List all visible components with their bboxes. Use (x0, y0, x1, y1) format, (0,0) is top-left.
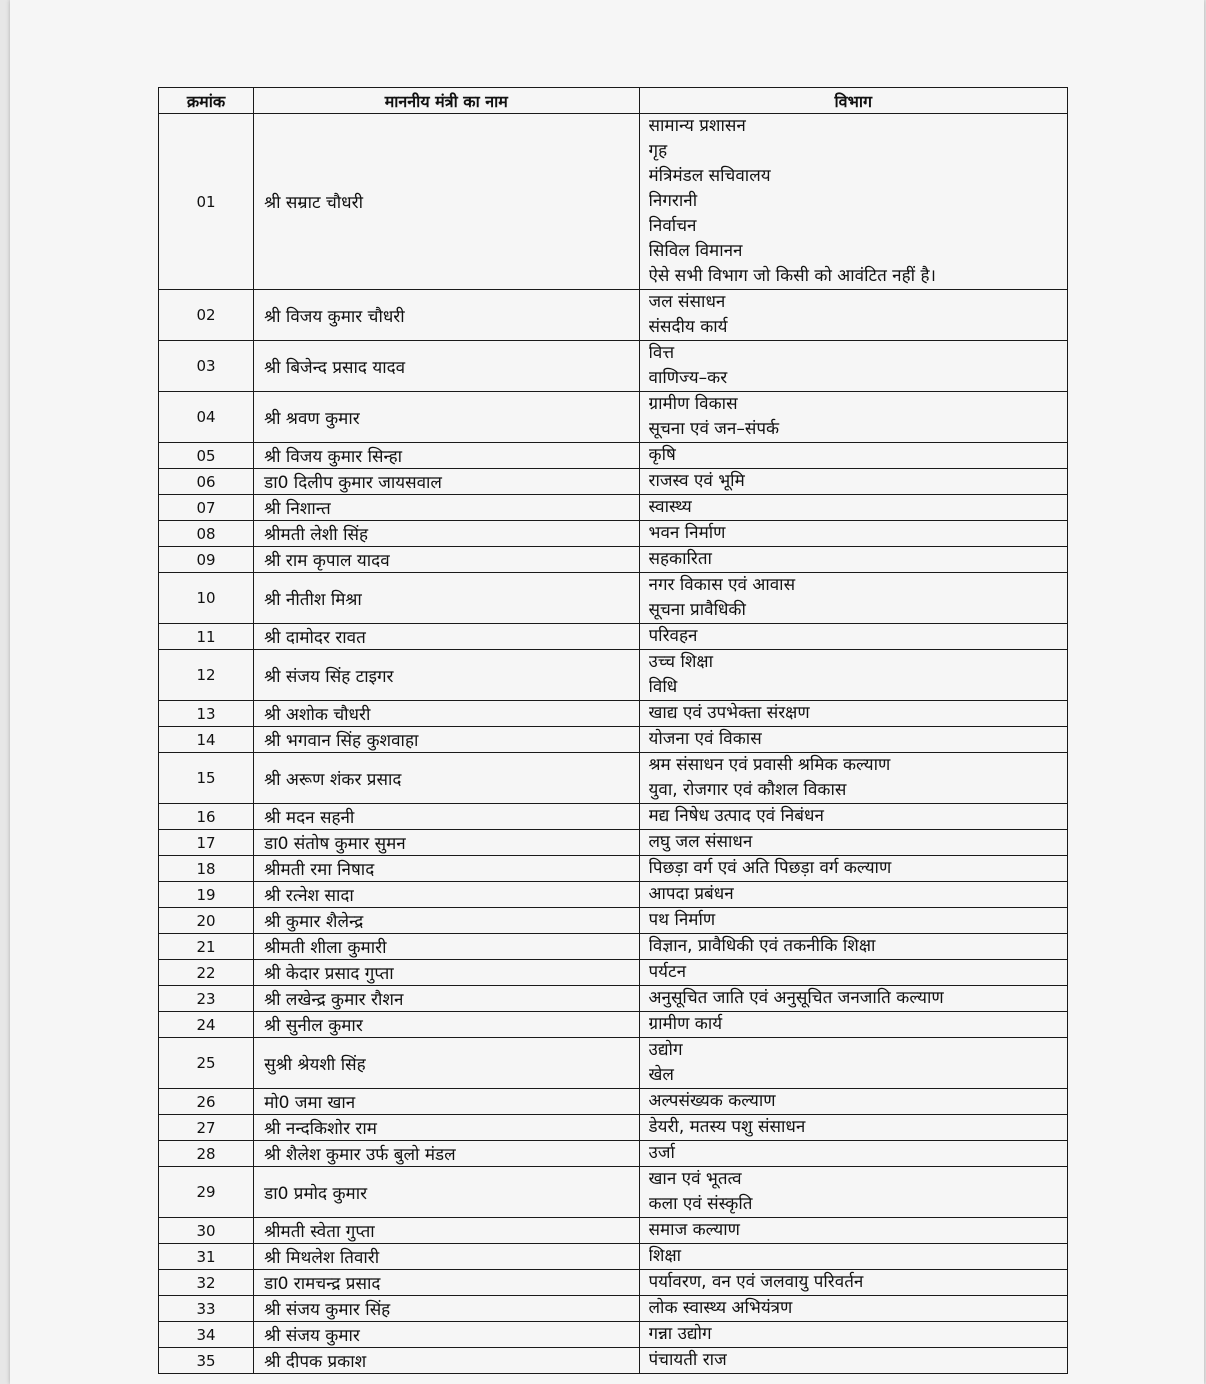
minister-name: श्री बिजेन्द प्रसाद यादव (254, 341, 639, 392)
department-name: डेयरी, मतस्य पशु संसाधन (648, 1117, 806, 1137)
department-cell (639, 727, 1067, 753)
department-name: ऐसे सभी विभाग जो किसी को आवंटित नहीं है। (648, 266, 936, 286)
table-row (159, 804, 1068, 830)
department-cell (639, 1038, 1067, 1089)
ministers-table (158, 87, 1068, 1374)
serial-number: 25 (159, 1038, 254, 1089)
serial-number: 35 (159, 1348, 254, 1374)
department-cell (639, 856, 1067, 882)
table-row (159, 1348, 1068, 1374)
department-name: उच्च शिक्षा (648, 652, 713, 672)
table-row (159, 1115, 1068, 1141)
department-cell (639, 341, 1067, 392)
minister-name: डा0 दिलीप कुमार जायसवाल (254, 469, 639, 495)
table-row (159, 856, 1068, 882)
table-row (159, 392, 1068, 443)
department-name: शिक्षा (648, 1246, 682, 1266)
header-department: विभाग (639, 88, 1067, 114)
minister-name: श्री शैलेश कुमार उर्फ बुलो मंडल (254, 1141, 639, 1167)
department-cell (639, 521, 1067, 547)
table-row (159, 1089, 1068, 1115)
department-name: श्रम संसाधन एवं प्रवासी श्रमिक कल्याण (648, 755, 891, 775)
table-row (159, 1167, 1068, 1218)
header-serial: क्रमांक (159, 88, 254, 114)
minister-name: सुश्री श्रेयशी सिंह (254, 1038, 639, 1089)
table-row (159, 495, 1068, 521)
department-cell (639, 908, 1067, 934)
department-name: पिछड़ा वर्ग एवं अति पिछड़ा वर्ग कल्याण (648, 858, 892, 878)
department-name: वाणिज्य–कर (648, 368, 728, 388)
department-name: योजना एवं विकास (648, 729, 762, 749)
department-name: निर्वाचन (648, 216, 697, 236)
department-cell (639, 650, 1067, 701)
department-cell (639, 1322, 1067, 1348)
serial-number: 17 (159, 830, 254, 856)
serial-number: 12 (159, 650, 254, 701)
department-cell (639, 1115, 1067, 1141)
minister-name: श्री अशोक चौधरी (254, 701, 639, 727)
serial-number: 16 (159, 804, 254, 830)
minister-name: डा0 प्रमोद कुमार (254, 1167, 639, 1218)
department-name: सिविल विमानन (648, 241, 743, 261)
serial-number: 22 (159, 960, 254, 986)
department-cell (639, 443, 1067, 469)
department-name: खेल (648, 1065, 674, 1085)
minister-name: श्री अरूण शंकर प्रसाद (254, 753, 639, 804)
table-row (159, 727, 1068, 753)
minister-name: श्री संजय सिंह टाइगर (254, 650, 639, 701)
department-name: सहकारिता (648, 549, 712, 569)
serial-number: 13 (159, 701, 254, 727)
minister-name: श्री दीपक प्रकाश (254, 1348, 639, 1374)
department-name: स्वास्थ्य (648, 497, 692, 517)
department-name: उद्योग (648, 1040, 683, 1060)
department-name: कृषि (648, 445, 676, 465)
table-row (159, 1218, 1068, 1244)
serial-number: 33 (159, 1296, 254, 1322)
table-row (159, 986, 1068, 1012)
serial-number: 11 (159, 624, 254, 650)
serial-number: 04 (159, 392, 254, 443)
department-cell (639, 114, 1067, 290)
department-name: अल्पसंख्यक कल्याण (648, 1091, 776, 1111)
department-name: भवन निर्माण (648, 523, 726, 543)
table-row (159, 1012, 1068, 1038)
department-name: पंचायती राज (648, 1350, 727, 1370)
table-row (159, 469, 1068, 495)
department-name: समाज कल्याण (648, 1220, 740, 1240)
department-name: राजस्व एवं भूमि (648, 471, 745, 491)
department-cell (639, 986, 1067, 1012)
department-name: लोक स्वास्थ्य अभियंत्रण (648, 1298, 793, 1318)
table-row (159, 114, 1068, 290)
serial-number: 14 (159, 727, 254, 753)
minister-name: श्री लखेन्द्र कुमार रौशन (254, 986, 639, 1012)
serial-number: 02 (159, 290, 254, 341)
table-row (159, 1270, 1068, 1296)
department-cell (639, 960, 1067, 986)
department-name: लघु जल संसाधन (648, 832, 753, 852)
table-row (159, 1038, 1068, 1089)
minister-name: श्री केदार प्रसाद गुप्ता (254, 960, 639, 986)
table-row (159, 934, 1068, 960)
serial-number: 23 (159, 986, 254, 1012)
department-cell (639, 1244, 1067, 1270)
department-name: अनुसूचित जाति एवं अनुसूचित जनजाति कल्याण (648, 988, 944, 1008)
department-name: परिवहन (648, 626, 698, 646)
department-cell (639, 495, 1067, 521)
document-page (10, 0, 1204, 1384)
department-name: ग्रामीण कार्य (648, 1014, 723, 1034)
table-row (159, 1296, 1068, 1322)
department-name: मद्य निषेध उत्पाद एवं निबंधन (648, 806, 824, 826)
table-row (159, 1244, 1068, 1270)
department-name: सूचना एवं जन–संपर्क (648, 419, 780, 439)
serial-number: 21 (159, 934, 254, 960)
minister-name: श्री भगवान सिंह कुशवाहा (254, 727, 639, 753)
minister-name: श्री कुमार शैलेन्द्र (254, 908, 639, 934)
department-name: मंत्रिमंडल सचिवालय (648, 166, 771, 186)
minister-name: श्री रत्नेश सादा (254, 882, 639, 908)
serial-number: 26 (159, 1089, 254, 1115)
department-cell (639, 804, 1067, 830)
department-cell (639, 469, 1067, 495)
department-cell (639, 1348, 1067, 1374)
serial-number: 18 (159, 856, 254, 882)
department-name: सूचना प्रावैधिकी (648, 600, 746, 620)
minister-name: श्री नन्दकिशोर राम (254, 1115, 639, 1141)
department-cell (639, 753, 1067, 804)
department-cell (639, 547, 1067, 573)
table-row (159, 547, 1068, 573)
table-row (159, 573, 1068, 624)
minister-name: श्री श्रवण कुमार (254, 392, 639, 443)
minister-name: श्री सम्राट चौधरी (254, 114, 639, 290)
serial-number: 07 (159, 495, 254, 521)
minister-name: श्री निशान्त (254, 495, 639, 521)
department-name: उर्जा (648, 1143, 675, 1163)
serial-number: 03 (159, 341, 254, 392)
department-cell (639, 573, 1067, 624)
department-cell (639, 1141, 1067, 1167)
department-cell (639, 701, 1067, 727)
department-name: विधि (648, 677, 678, 697)
table-row (159, 701, 1068, 727)
department-cell (639, 1089, 1067, 1115)
serial-number: 08 (159, 521, 254, 547)
department-name: जल संसाधन (648, 292, 726, 312)
table-body (159, 114, 1068, 1374)
serial-number: 20 (159, 908, 254, 934)
department-name: कला एवं संस्कृति (648, 1194, 753, 1214)
department-cell (639, 882, 1067, 908)
table-row (159, 521, 1068, 547)
table-header-row (159, 88, 1068, 114)
minister-name: श्री विजय कुमार सिन्हा (254, 443, 639, 469)
department-name: खाद्य एवं उपभेक्ता संरक्षण (648, 703, 810, 723)
department-cell (639, 1012, 1067, 1038)
serial-number: 09 (159, 547, 254, 573)
department-name: गन्ना उद्योग (648, 1324, 712, 1344)
table-row (159, 830, 1068, 856)
minister-name: श्री मिथलेश तिवारी (254, 1244, 639, 1270)
department-name: आपदा प्रबंधन (648, 884, 734, 904)
department-cell (639, 1296, 1067, 1322)
minister-name: श्री संजय कुमार सिंह (254, 1296, 639, 1322)
minister-name: श्री सुनील कुमार (254, 1012, 639, 1038)
table-row (159, 290, 1068, 341)
table-row (159, 1322, 1068, 1348)
minister-name: डा0 संतोष कुमार सुमन (254, 830, 639, 856)
serial-number: 05 (159, 443, 254, 469)
minister-name: डा0 रामचन्द्र प्रसाद (254, 1270, 639, 1296)
minister-name: श्री संजय कुमार (254, 1322, 639, 1348)
department-name: पर्यटन (648, 962, 687, 982)
department-cell (639, 934, 1067, 960)
serial-number: 10 (159, 573, 254, 624)
table-row (159, 443, 1068, 469)
minister-name: श्रीमती लेशी सिंह (254, 521, 639, 547)
department-name: संसदीय कार्य (648, 317, 728, 337)
department-name: सामान्य प्रशासन (648, 116, 746, 136)
department-name: खान एवं भूतत्व (648, 1169, 742, 1189)
header-minister-name: माननीय मंत्री का नाम (254, 88, 639, 114)
department-name: नगर विकास एवं आवास (648, 575, 796, 595)
serial-number: 15 (159, 753, 254, 804)
serial-number: 28 (159, 1141, 254, 1167)
minister-name: मो0 जमा खान (254, 1089, 639, 1115)
minister-name: श्रीमती स्वेता गुप्ता (254, 1218, 639, 1244)
department-cell (639, 1167, 1067, 1218)
table-row (159, 341, 1068, 392)
serial-number: 31 (159, 1244, 254, 1270)
department-cell (639, 624, 1067, 650)
minister-name: श्री विजय कुमार चौधरी (254, 290, 639, 341)
department-cell (639, 1270, 1067, 1296)
minister-name: श्री दामोदर रावत (254, 624, 639, 650)
department-cell (639, 1218, 1067, 1244)
serial-number: 32 (159, 1270, 254, 1296)
department-name: वित्त (648, 343, 675, 363)
department-name: ग्रामीण विकास (648, 394, 738, 414)
department-cell (639, 392, 1067, 443)
table-row (159, 908, 1068, 934)
serial-number: 01 (159, 114, 254, 290)
serial-number: 34 (159, 1322, 254, 1348)
table-row (159, 753, 1068, 804)
minister-name: श्री नीतीश मिश्रा (254, 573, 639, 624)
table-row (159, 882, 1068, 908)
department-name: पथ निर्माण (648, 910, 716, 930)
minister-name: श्रीमती शीला कुमारी (254, 934, 639, 960)
serial-number: 30 (159, 1218, 254, 1244)
table-row (159, 960, 1068, 986)
department-name: पर्यावरण, वन एवं जलवायु परिवर्तन (648, 1272, 864, 1292)
serial-number: 19 (159, 882, 254, 908)
serial-number: 06 (159, 469, 254, 495)
department-cell (639, 290, 1067, 341)
minister-name: श्री राम कृपाल यादव (254, 547, 639, 573)
serial-number: 27 (159, 1115, 254, 1141)
minister-name: श्री मदन सहनी (254, 804, 639, 830)
table-row (159, 650, 1068, 701)
department-cell (639, 830, 1067, 856)
table-row (159, 1141, 1068, 1167)
department-name: निगरानी (648, 191, 698, 211)
department-name: युवा, रोजगार एवं कौशल विकास (648, 780, 847, 800)
department-name: गृह (648, 141, 668, 161)
department-name: विज्ञान, प्रावैधिकी एवं तकनीकि शिक्षा (648, 936, 876, 956)
minister-name: श्रीमती रमा निषाद (254, 856, 639, 882)
serial-number: 24 (159, 1012, 254, 1038)
table-row (159, 624, 1068, 650)
serial-number: 29 (159, 1167, 254, 1218)
